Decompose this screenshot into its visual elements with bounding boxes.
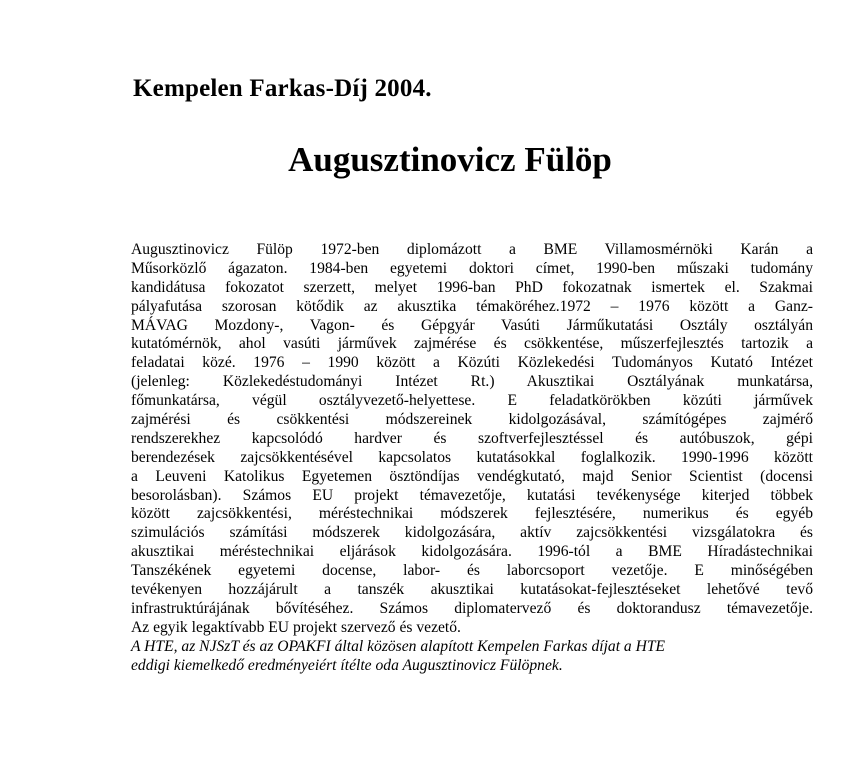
bio-line: kutatómérnök, ahol vasúti járművek zajmérése és csökkentése, műszerfejlesztés tartozik a bbox=[131, 335, 813, 353]
bio-line: rendszerekhez kapcsolódó hardver és szoftverfejlesztéssel és autóbuszok, gépi bbox=[131, 429, 813, 447]
bio-line: Tanszékének egyetemi docense, labor- és laborcsoport vezetője. E minőségében bbox=[131, 562, 813, 580]
bio-line: a Leuveni Katolikus Egyetemen ösztöndíjas vendégkutató, majd Senior Scientist (docensi bbox=[131, 467, 813, 485]
bio-line: kandidátusa fokozatot szerzett, melyet 1996-ban PhD fokozatnak ismertek el. Szakmai bbox=[131, 278, 813, 296]
bio-line: berendezések zajcsökkentésével kapcsolatos kutatásokkal foglalkozik. 1990-1996 között bbox=[131, 448, 813, 466]
bio-paragraph bbox=[131, 241, 813, 675]
bio-line: szimulációs számítási módszerek kidolgozására, aktív zajcsökkentési vizsgálatokra és bbox=[131, 524, 813, 542]
bio-line: infrastruktúrájának bővítéséhez. Számos diplomatervező és doktorandusz témavezetője. bbox=[131, 599, 813, 617]
bio-line: tevékenyen hozzájárult a tanszék akusztikai kutatásokat-fejlesztéseket lehetővé tevő bbox=[131, 581, 813, 599]
bio-line: zajmérési és csökkentési módszereinek kidolgozásával, számítógépes zajmérő bbox=[131, 411, 813, 429]
award-line: Kempelen Farkas-Díj 2004. bbox=[133, 75, 432, 102]
bio-line: feladatai közé. 1976 – 1990 között a Közúti Közlekedési Tudományos Kutató Intézet bbox=[131, 354, 813, 372]
bio-line: Augusztinovicz Fülöp 1972-ben diplomázott a BME Villamosmérnöki Karán a bbox=[131, 241, 813, 258]
bio-line: akusztikai méréstechnikai eljárások kidolgozására. 1996-tól a BME Híradástechnikai bbox=[131, 543, 813, 561]
bio-line: pályafutása szorosan kötődik az akusztika témaköréhez.1972 – 1976 között a Ganz- bbox=[131, 297, 813, 315]
bio-line: (jelenleg: Közlekedéstudományi Intézet Rt.) Akusztikai Osztályának munkatársa, bbox=[131, 373, 813, 391]
bio-line: között zajcsökkentési, méréstechnikai módszerek fejlesztésére, numerikus és egyéb bbox=[131, 505, 813, 523]
bio-line: besorolásban). Számos EU projekt témavezetője, kutatási tevékenysége kiterjed többek bbox=[131, 486, 813, 504]
citation-line: eddigi kiemelkedő eredményeiért ítélte oda Augusztinovicz Fülöpnek. bbox=[131, 656, 563, 674]
bio-line: Műsorközlő ágazaton. 1984-ben egyetemi doktori címet, 1990-ben műszaki tudomány bbox=[131, 259, 813, 277]
bio-line: MÁVAG Mozdony-, Vagon- és Gépgyár Vasúti Járműkutatási Osztály osztályán bbox=[131, 316, 813, 334]
bio-line: Az egyik legaktívabb EU projekt szervező és vezető. bbox=[131, 618, 461, 636]
citation-line: A HTE, az NJSzT és az OPAKFI által közösen alapított Kempelen Farkas díjat a HTE bbox=[131, 637, 666, 655]
name-title: Augusztinovicz Fülöp bbox=[288, 140, 612, 179]
award-citation bbox=[131, 638, 813, 676]
bio-line: főmunkatársa, végül osztályvezető-helyettese. E feladatkörökben közúti járművek bbox=[131, 392, 813, 410]
